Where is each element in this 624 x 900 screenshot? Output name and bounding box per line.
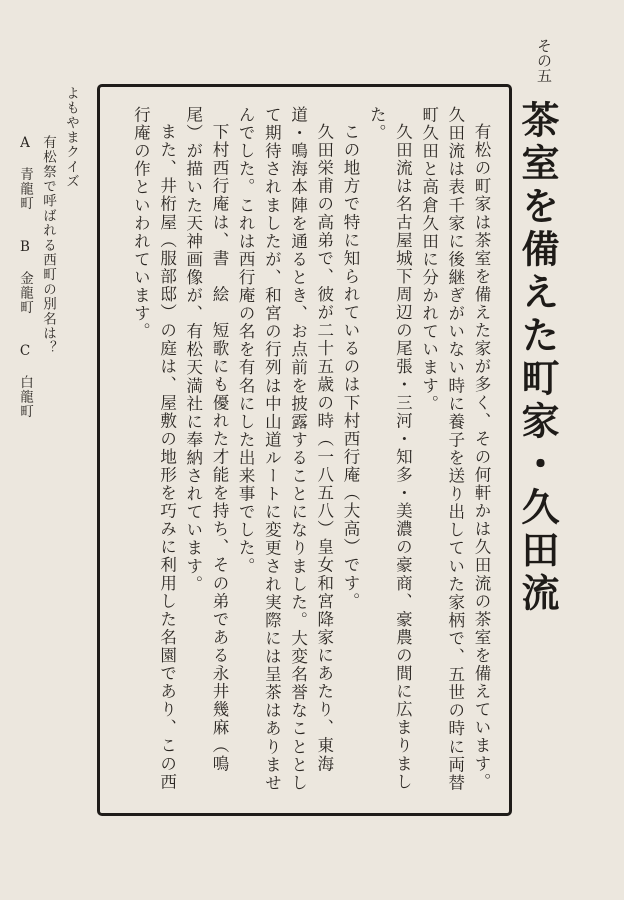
- option-letter: A: [17, 134, 33, 152]
- option-text: 金龍町: [17, 270, 33, 315]
- option-text: 青龍町: [17, 166, 33, 211]
- quiz-options: [13, 86, 36, 506]
- option-letter: C: [17, 343, 33, 361]
- quiz-heading: よもやまクイズ: [63, 86, 79, 189]
- paragraph: 久田流は名古屋城下周辺の尾張・三河・知多・美濃の豪商、豪農の間に広まりました。: [367, 106, 413, 791]
- series-number: その五: [535, 38, 553, 83]
- paragraph: この地方で特に知られているのは下村西行庵（大高）です。: [340, 122, 360, 610]
- paragraph: また、井桁屋（服部邸）の庭は、屋敷の地形を巧みに利用した名園であり、この西行庵の作といわれています。: [131, 106, 177, 791]
- quiz-option-b: [17, 239, 33, 315]
- quiz-box: [12, 86, 82, 506]
- page-title: 茶室を備えた町家・久田流: [515, 100, 560, 616]
- quiz-question: 有松祭で呼ばれる西町の別名は？: [40, 134, 56, 356]
- option-letter: B: [17, 238, 33, 257]
- quiz-option-c: [17, 343, 33, 419]
- paragraph: 久田栄甫の高弟で、彼が二十五歳の時（一八五八）皇女和宮降家にあたり、東海道・鳴海本陣を通るとき、お点前を披露することになりました。大変名誉なこととして期待されましたが、和宮の行列は中山道ルートに変更され実際には呈茶はありませんでした。これは西行庵の名を有名にした出来事でした。: [236, 106, 334, 792]
- article-body: [110, 106, 494, 796]
- paragraph: 下村西行庵は、書 絵 短歌にも優れた才能を持ち、その弟である永井幾麻（鳴尾）が描いた天神画像が、有松天満社に奉納されています。: [183, 106, 229, 773]
- paragraph: 有松の町家は茶室を備えた家が多く、その何軒かは久田流の茶室を備えています。久田流は表千家に後継ぎがいない時に養子を送り出していた家柄で、五世の時に両替町久田と高倉久田に分かれています。: [419, 106, 491, 792]
- option-text: 白龍町: [17, 374, 33, 420]
- quiz-option-a: [17, 135, 33, 211]
